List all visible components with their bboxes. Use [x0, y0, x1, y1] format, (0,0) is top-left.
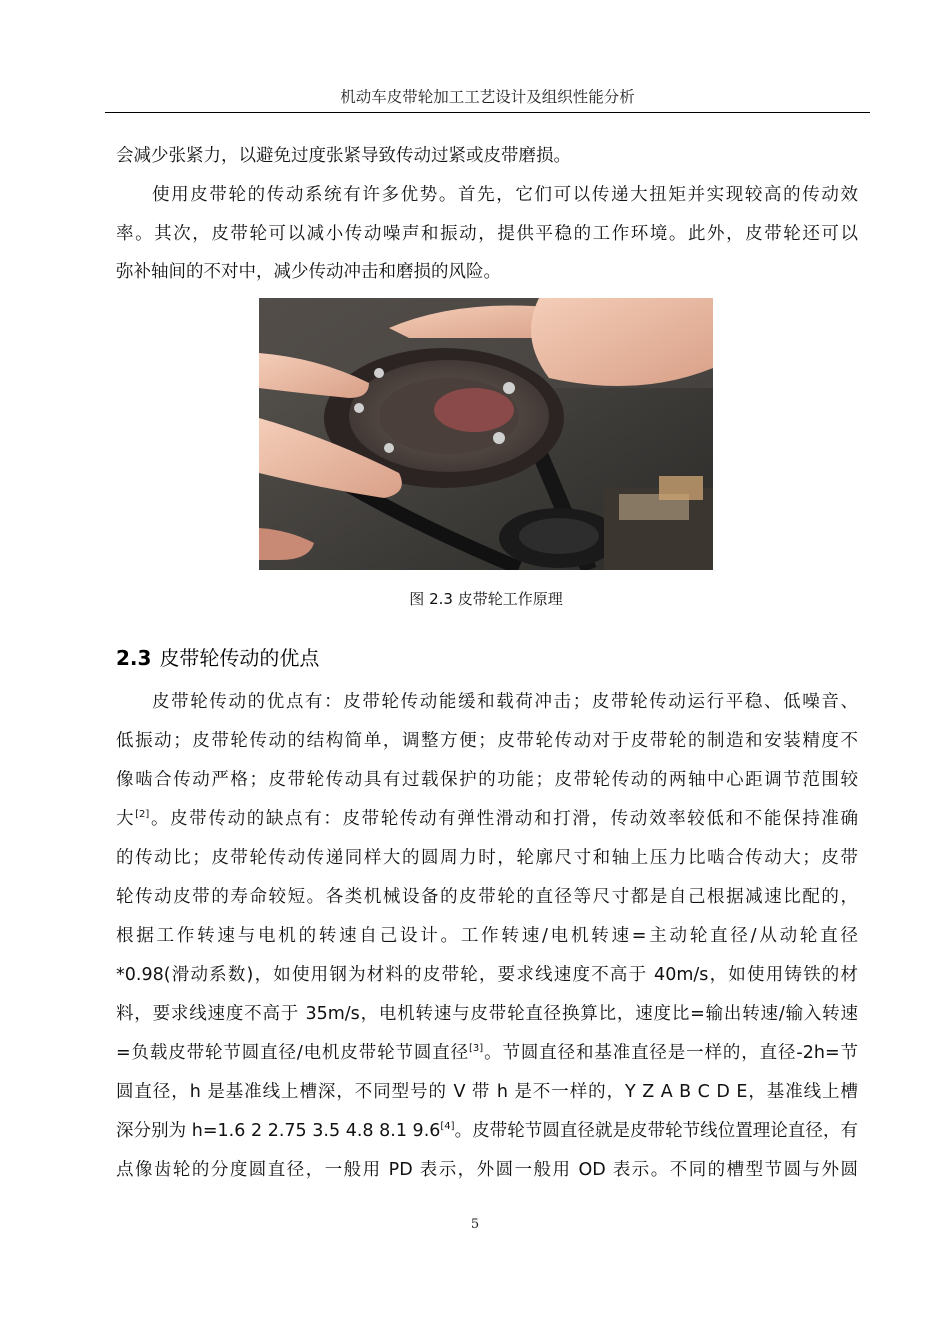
pulley-photo-illustration — [259, 298, 713, 570]
paragraph-3-line-8: *0.98(滑动系数)，如使用钢为材料的皮带轮，要求线速度不高于 40m/s，如使用铸铁的材 — [116, 965, 858, 985]
paragraph-3-line-11: 圆直径，h 是基准线上槽深，不同型号的 V 带 h 是不一样的，Y Z A B C D E，基准线上槽 — [116, 1082, 858, 1102]
running-header: 机动车皮带轮加工工艺设计及组织性能分析 — [340, 88, 635, 106]
line-10-end: 。节圆直径和基准直径是一样的，直径-2h=节 — [483, 1043, 858, 1063]
paragraph-1-line-1: 会减少张紧力，以避免过度张紧导致传动过紧或皮带磨损。 — [116, 146, 571, 166]
section-number: 2.3 — [116, 646, 152, 670]
paragraph-3-line-7: 根据工作转速与电机的转速自己设计。工作转速/电机转速=主动轮直径/从动轮直径 — [116, 926, 858, 946]
citation-4[interactable]: [4] — [440, 1121, 455, 1133]
paragraph-3-line-12 — [116, 1119, 858, 1143]
section-heading — [116, 644, 319, 672]
line-4-end: 。皮带传动的缺点有：皮带轮传动有弹性滑动和打滑，传动效率较低和不能保持准确 — [149, 809, 859, 829]
paragraph-3-line-13: 点像齿轮的分度圆直径，一般用 PD 表示，外圆一般用 OD 表示。不同的槽型节圆与外圆 — [116, 1160, 858, 1180]
paragraph-3-line-4 — [116, 807, 858, 831]
section-title-text: 皮带轮传动的优点 — [159, 646, 320, 670]
page-number: 5 — [470, 1217, 480, 1232]
paragraph-3-line-9: 料，要求线速度不高于 35m/s，电机转速与皮带轮直径换算比，速度比=输出转速/输入转速 — [116, 1004, 858, 1024]
paragraph-2-line-3: 弥补轴间的不对中，减少传动冲击和磨损的风险。 — [116, 262, 501, 282]
line-4-start: 大 — [116, 809, 136, 829]
header-rule — [105, 112, 870, 113]
line-12-end: 。皮带轮节圆直径就是皮带轮节线位置理论直径，有 — [454, 1121, 859, 1141]
citation-3[interactable]: [3] — [469, 1043, 484, 1055]
paragraph-2-line-2: 率。其次，皮带轮可以减小传动噪声和振动，提供平稳的工作环境。此外，皮带轮还可以 — [116, 224, 858, 244]
paragraph-3-line-1: 皮带轮传动的优点有：皮带轮传动能缓和载荷冲击；皮带轮传动运行平稳、低噪音、 — [152, 692, 858, 712]
citation-2[interactable]: [2] — [135, 809, 150, 821]
paragraph-3-line-3: 像啮合传动严格；皮带轮传动具有过载保护的功能；皮带轮传动的两轴中心距调节范围较 — [116, 770, 858, 790]
line-12-start: 深分别为 h=1.6 2 2.75 3.5 4.8 8.1 9.6 — [116, 1121, 441, 1141]
paragraph-2-line-1: 使用皮带轮的传动系统有许多优势。首先，它们可以传递大扭矩并实现较高的传动效 — [152, 185, 858, 205]
paragraph-3-line-6: 轮传动皮带的寿命较短。各类机械设备的皮带轮的直径等尺寸都是自己根据减速比配的， — [116, 887, 858, 907]
figure-caption: 图 2.3 皮带轮工作原理 — [409, 590, 563, 608]
figure-pulley-photo — [259, 298, 713, 570]
line-10-start: =负载皮带轮节圆直径/电机皮带轮节圆直径 — [116, 1043, 470, 1063]
paragraph-3-line-5: 的传动比；皮带轮传动传递同样大的圆周力时，轮廓尺寸和轴上压力比啮合传动大；皮带 — [116, 848, 858, 868]
paragraph-3-line-2: 低振动；皮带轮传动的结构简单，调整方便；皮带轮传动对于皮带轮的制造和安装精度不 — [116, 731, 858, 751]
paragraph-3-line-10 — [116, 1041, 858, 1065]
